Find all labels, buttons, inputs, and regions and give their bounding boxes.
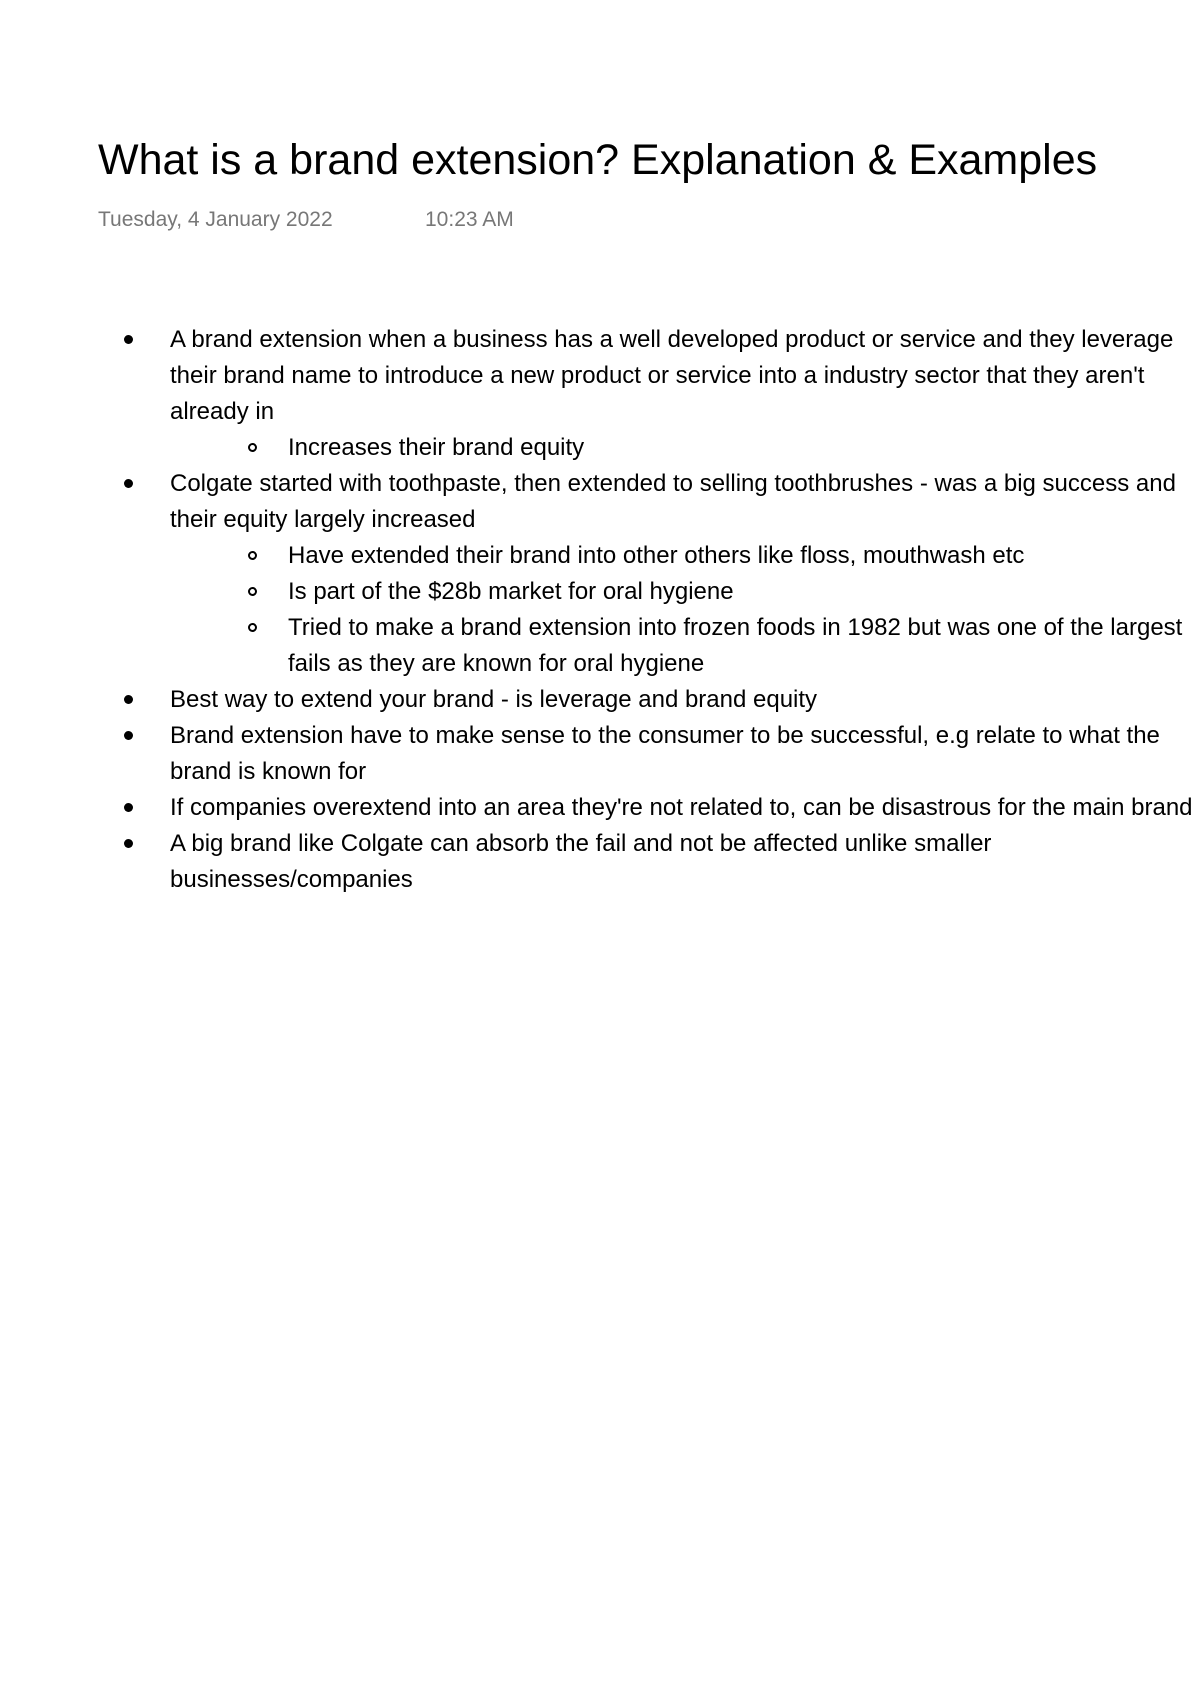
bullet-item [120,790,1200,826]
sub-bullet-text: Tried to make a brand extension into frozen foods in 1982 but was one of the largest fails as they are known for oral hygiene [288,614,1183,677]
sub-bullet-item [170,610,1200,682]
bullet-text: Best way to extend your brand - is leverage and brand equity [170,686,818,713]
bullet-text: Colgate started with toothpaste, then extended to selling toothbrushes - was a big success and their equity largely increased [170,470,1176,533]
note-date: Tuesday, 4 January 2022 [98,208,333,231]
hollow-bullet-icon [248,587,257,596]
bullet-icon [124,839,133,848]
bullet-icon [124,695,133,704]
sub-bullet-list [170,538,1200,682]
hollow-bullet-icon [248,443,257,452]
bullet-icon [124,803,133,812]
bullet-text: If companies overextend into an area they're not related to, can be disastrous for the main brand [170,794,1193,821]
sub-bullet-item [170,538,1200,574]
bullet-item [120,322,1200,466]
bullet-text: A big brand like Colgate can absorb the fail and not be affected unlike smaller businesses/companies [170,830,992,893]
bullet-item [120,682,1200,718]
hollow-bullet-icon [248,551,257,560]
bullet-item [120,826,1200,898]
bullet-icon [124,335,133,344]
bullet-item [120,466,1200,682]
sub-bullet-list [170,430,1200,466]
page-title: What is a brand extension? Explanation & Examples [98,136,1098,184]
bullet-text: A brand extension when a business has a well developed product or service and they leverage their brand name to introduce a new product or service into a industry sector that they aren't already in [170,326,1174,425]
bullet-item [120,718,1200,790]
sub-bullet-item [170,574,1200,610]
sub-bullet-text: Is part of the $28b market for oral hygiene [288,578,734,605]
hollow-bullet-icon [248,623,257,632]
bullet-icon [124,479,133,488]
bullet-list [120,322,1200,898]
bullet-text: Brand extension have to make sense to the consumer to be successful, e.g relate to what the brand is known for [170,722,1160,785]
note-body [120,322,1200,898]
sub-bullet-item [170,430,1200,466]
bullet-icon [124,731,133,740]
sub-bullet-text: Increases their brand equity [288,434,585,461]
note-time: 10:23 AM [425,208,514,231]
sub-bullet-text: Have extended their brand into other others like floss, mouthwash etc [288,542,1025,569]
